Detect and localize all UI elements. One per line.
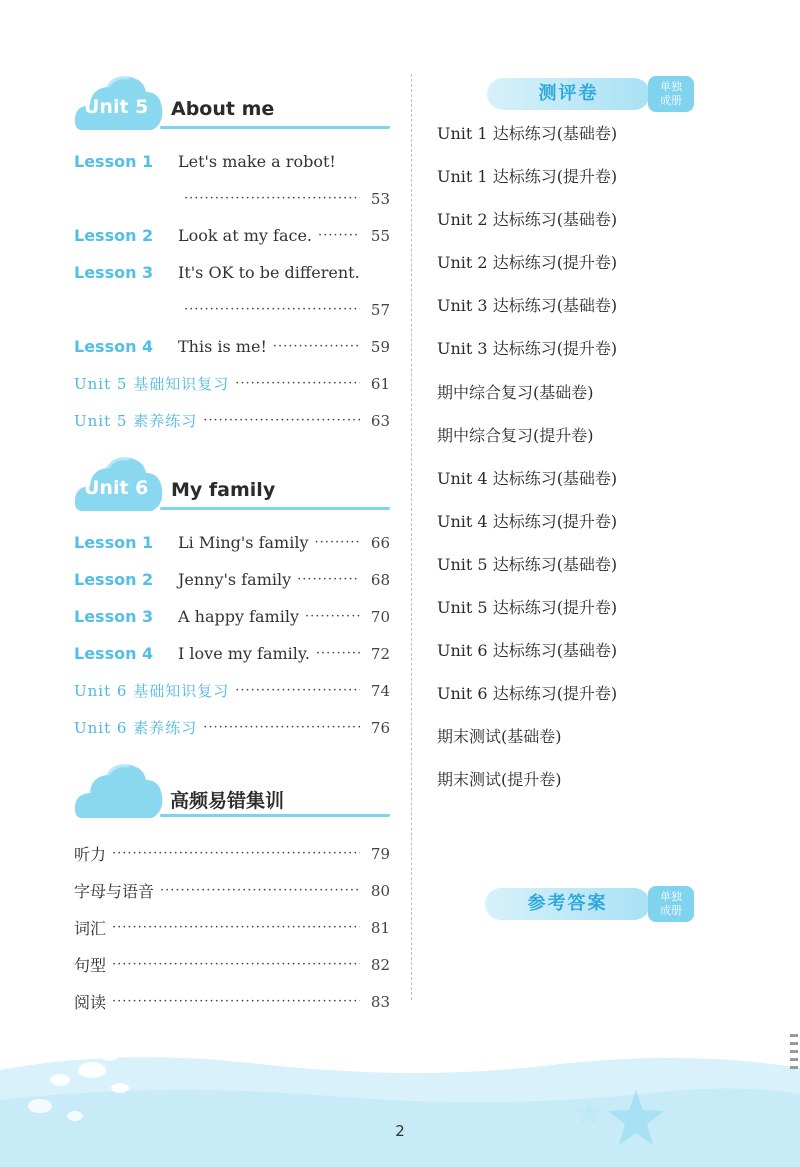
tag-line: 成册 [660,94,682,107]
section-title: 阅读 [74,993,107,1012]
test-item[interactable]: Unit 5 达标练习(基础卷) [437,554,618,574]
page-number: 81 [370,918,390,937]
test-item[interactable]: Unit 6 达标练习(基础卷) [437,641,618,661]
page-number: 70 [370,607,390,626]
leader-dots [112,956,360,974]
page-number: 66 [370,533,390,552]
leader-dots [203,412,360,430]
leader-dots [184,190,360,208]
training-title: 高频易错集训 [170,790,285,812]
page-number: 72 [370,644,390,663]
page-number: 68 [370,570,390,589]
test-item[interactable]: Unit 2 达标练习(提升卷) [437,253,618,273]
leader-dots [297,571,360,589]
test-item[interactable]: Unit 3 达标练习(提升卷) [437,339,618,359]
toc-row[interactable] [74,365,390,402]
sea-wave-decoration [0,1030,800,1167]
page-number-footer: 2 [395,1122,405,1140]
section-title: 句型 [74,956,107,975]
review-title: Unit 5 基础知识复习 [74,375,230,393]
toc-row[interactable] [74,561,390,598]
test-item[interactable]: 期末测试(提升卷) [437,770,562,790]
lesson-label: Lesson 2 [74,570,154,589]
page-number: 57 [370,300,390,319]
lesson-label: Lesson 4 [74,337,154,356]
training-underline [160,814,390,817]
leader-dots [235,682,360,700]
test-item[interactable]: 期中综合复习(提升卷) [437,425,594,445]
leader-dots [305,608,360,626]
lesson-title: Jenny's family [178,570,292,589]
tag-line: 单独 [660,80,682,93]
leader-dots [160,882,360,900]
page-number: 83 [370,992,390,1011]
section-title: 字母与语音 [74,882,155,901]
toc-row[interactable] [74,254,390,291]
answers-title[interactable]: 参考答案 [485,888,650,920]
toc-row[interactable] [74,598,390,635]
edge-marks [788,1030,800,1100]
toc-row-continuation[interactable] [74,180,390,217]
review-title: Unit 5 素养练习 [74,412,198,430]
lesson-title: Li Ming's family [178,533,309,552]
page-number: 82 [370,955,390,974]
toc-row-continuation[interactable] [74,291,390,328]
page-number: 63 [370,411,390,430]
page-number: 53 [370,189,390,208]
lesson-label: Lesson 3 [74,263,154,282]
lesson-title: This is me! [178,337,267,356]
leader-dots [235,375,360,393]
separate-volume-tag [648,76,694,112]
toc-row[interactable] [74,709,390,746]
test-item[interactable]: 期中综合复习(基础卷) [437,382,594,402]
toc-row[interactable] [74,328,390,365]
toc-row[interactable] [74,635,390,672]
lesson-label: Lesson 4 [74,644,154,663]
unit5-underline [160,126,390,129]
toc-row[interactable] [74,983,390,1020]
toc-row[interactable] [74,672,390,709]
toc-row[interactable] [74,217,390,254]
leader-dots [184,301,360,319]
page-number: 59 [370,337,390,356]
lesson-title: Let's make a robot! [178,152,336,171]
unit5-badge: Unit 5 [84,96,149,118]
test-item[interactable]: Unit 2 达标练习(基础卷) [437,210,618,230]
toc-row[interactable] [74,402,390,439]
lesson-label: Lesson 1 [74,533,154,552]
section-title: 听力 [74,845,107,864]
lesson-label: Lesson 2 [74,226,154,245]
test-item[interactable]: Unit 4 达标练习(基础卷) [437,468,618,488]
separate-volume-tag [648,886,694,922]
page-number: 79 [370,844,390,863]
test-item[interactable]: Unit 1 达标练习(提升卷) [437,167,618,187]
unit6-header [74,453,390,517]
leader-dots [314,534,360,552]
test-item[interactable]: 期末测试(基础卷) [437,727,562,747]
unit5-header [74,72,390,136]
leader-dots [112,993,360,1011]
page-number: 74 [370,681,390,700]
section-title: 词汇 [74,919,107,938]
unit5-list [74,143,390,439]
leader-dots [112,919,360,937]
cloud-icon [74,760,164,820]
unit6-underline [160,507,390,510]
column-divider [411,74,412,1000]
tests-list [437,112,717,802]
page-number: 61 [370,374,390,393]
toc-row[interactable] [74,524,390,561]
leader-dots [273,338,360,356]
toc-row[interactable] [74,872,390,909]
lesson-title: I love my family. [178,644,310,663]
toc-row[interactable] [74,143,390,180]
tests-header [437,70,717,118]
page-number: 80 [370,881,390,900]
test-item[interactable]: Unit 5 达标练习(提升卷) [437,598,618,618]
leader-dots [318,227,360,245]
page-number: 55 [370,226,390,245]
test-item[interactable]: Unit 3 达标练习(基础卷) [437,296,618,316]
toc-row[interactable] [74,835,390,872]
unit6-badge: Unit 6 [84,477,149,499]
answers-header [485,880,705,928]
tests-title: 测评卷 [487,78,650,110]
toc-row[interactable] [74,909,390,946]
tag-line: 成册 [660,904,682,917]
test-item[interactable]: Unit 6 达标练习(提升卷) [437,684,618,704]
unit5-title: About me [171,98,275,120]
toc-row[interactable] [74,946,390,983]
unit6-title: My family [171,479,276,501]
leader-dots [316,645,360,663]
training-header [74,760,390,824]
test-item[interactable]: Unit 1 达标练习(基础卷) [437,124,618,143]
lesson-title: A happy family [178,607,299,626]
review-title: Unit 6 基础知识复习 [74,682,230,700]
training-list [74,835,390,1020]
lesson-label: Lesson 3 [74,607,154,626]
unit6-list [74,524,390,746]
tag-line: 单独 [660,890,682,903]
page-number: 76 [370,718,390,737]
lesson-title: Look at my face. [178,226,312,245]
lesson-label: Lesson 1 [74,152,154,171]
test-item[interactable]: Unit 4 达标练习(提升卷) [437,511,618,531]
review-title: Unit 6 素养练习 [74,719,198,737]
leader-dots [203,719,360,737]
leader-dots [112,845,360,863]
right-column [437,70,717,802]
lesson-title: It's OK to be different. [178,263,360,282]
left-column [74,72,390,1020]
